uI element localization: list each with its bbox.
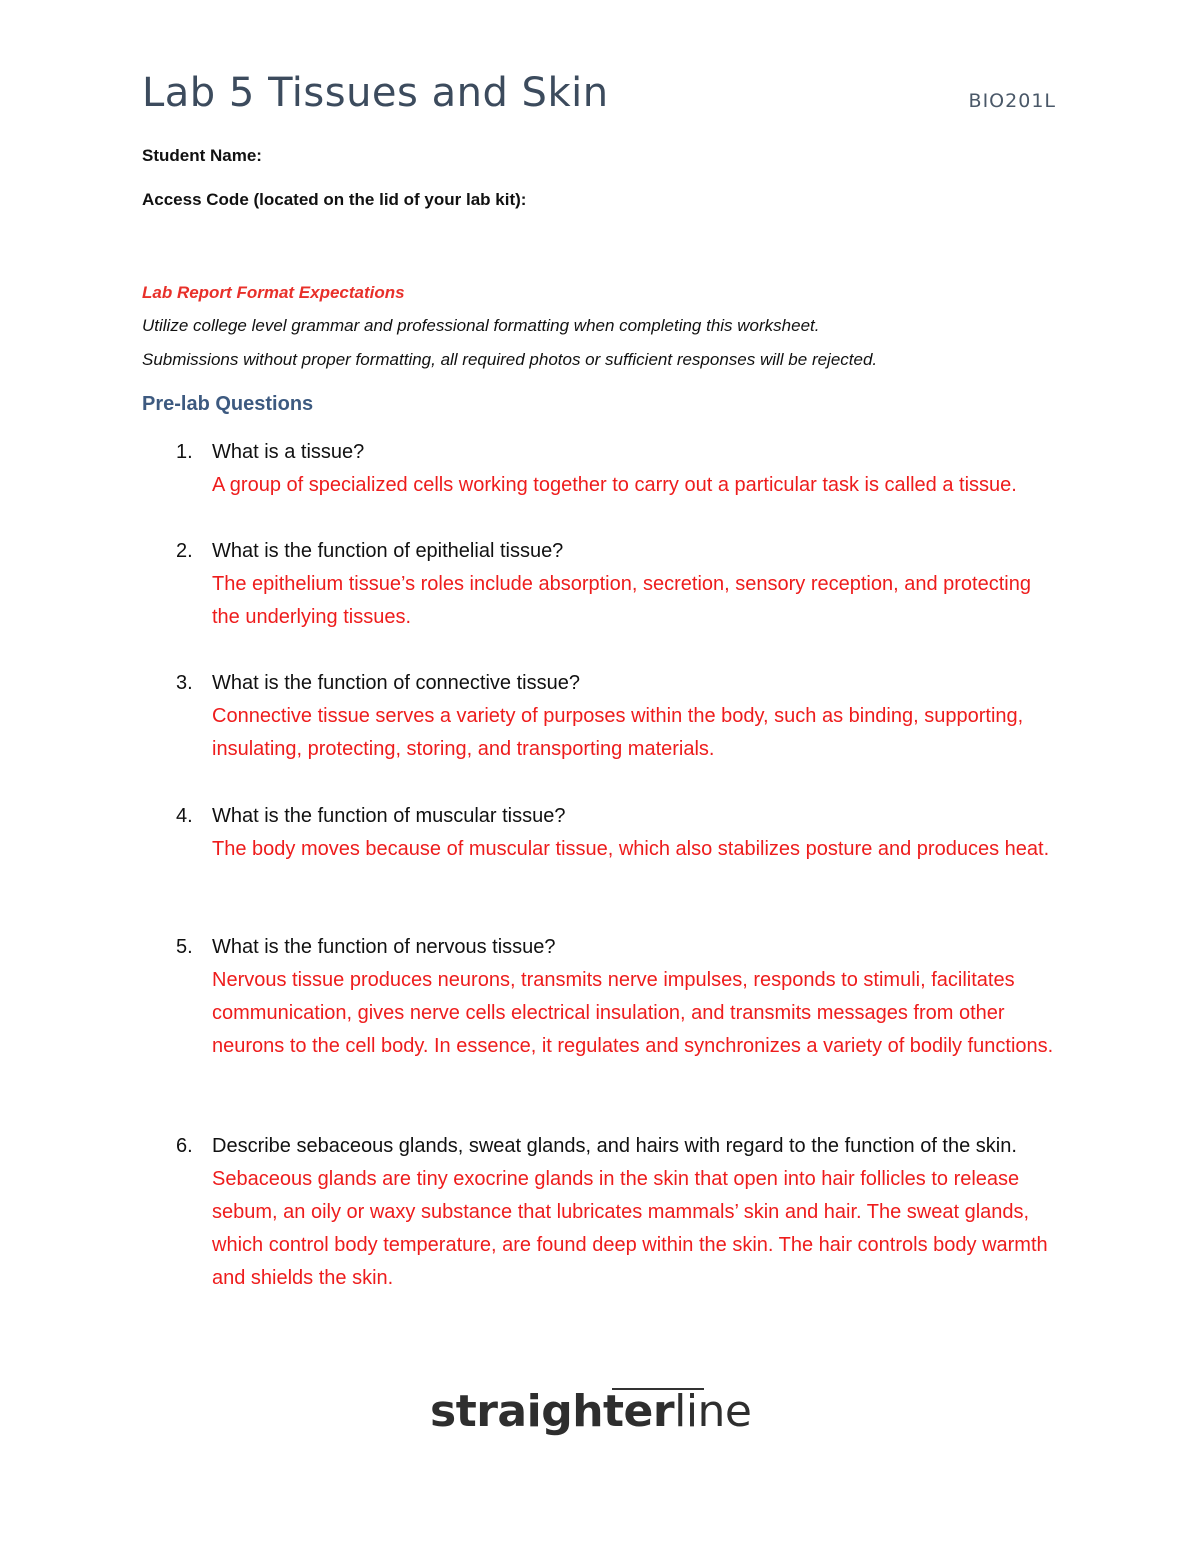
answer-text: The body moves because of muscular tissue, which also stabilizes posture and produces heat.	[212, 838, 1050, 860]
question-text: What is the function of connective tissue?	[212, 672, 580, 694]
prelab-heading: Pre-lab Questions	[142, 393, 314, 415]
question-text: What is a tissue?	[212, 441, 365, 463]
logo-strong-text: straighter	[430, 1386, 675, 1437]
question-text: What is the function of nervous tissue?	[212, 936, 556, 958]
question-item-3	[142, 667, 1062, 766]
student-name-label: Student Name:	[142, 146, 262, 165]
expectations-heading: Lab Report Format Expectations	[142, 283, 405, 302]
question-number: 3.	[176, 672, 193, 694]
page-title: Lab 5 Tissues and Skin	[142, 70, 609, 116]
question-text: Describe sebaceous glands, sweat glands, and hairs with regard to the function of the skin.	[212, 1135, 1017, 1157]
answer-text: The epithelium tissue’s roles include absorption, secretion, sensory reception, and protecting the underlying tissues.	[212, 573, 1031, 628]
expectations-line-2: Submissions without proper formatting, all required photos or sufficient responses will be rejected.	[142, 350, 878, 369]
question-number: 1.	[176, 441, 193, 463]
question-item-2	[142, 535, 1062, 634]
question-text: What is the function of epithelial tissue?	[212, 540, 564, 562]
answer-text: Nervous tissue produces neurons, transmits nerve impulses, responds to stimuli, facilitates communication, gives nerve cells electrical insulation, and transmits messages from other neurons to the cell body. In essence, it regulates and synchronizes a variety of bodily functions.	[212, 969, 1054, 1057]
logo-light-text: line	[674, 1386, 752, 1437]
question-number: 4.	[176, 805, 193, 827]
logo-wordmark	[430, 1386, 752, 1437]
question-item-5	[142, 931, 1062, 1063]
question-item-6	[142, 1130, 1062, 1295]
question-number: 6.	[176, 1135, 193, 1157]
access-code-label: Access Code (located on the lid of your lab kit):	[142, 190, 527, 209]
answer-text: Sebaceous glands are tiny exocrine glands in the skin that open into hair follicles to release sebum, an oily or waxy substance that lubricates mammals’ skin and hair. The sweat glands, which control body temperature, are found deep within the skin. The hair controls body warmth and shields the skin.	[212, 1168, 1048, 1289]
answer-text: Connective tissue serves a variety of purposes within the body, such as binding, supporting, insulating, protecting, storing, and transporting materials.	[212, 705, 1024, 760]
question-number: 5.	[176, 936, 193, 958]
straighterline-logo	[430, 1384, 760, 1454]
answer-text: A group of specialized cells working together to carry out a particular task is called a tissue.	[212, 474, 1017, 496]
question-item-4	[142, 800, 1062, 866]
question-item-1	[142, 436, 1062, 502]
question-text: What is the function of muscular tissue?	[212, 805, 566, 827]
course-code: BIO201L	[968, 90, 1056, 112]
question-number: 2.	[176, 540, 193, 562]
expectations-line-1: Utilize college level grammar and professional formatting when completing this worksheet.	[142, 316, 820, 335]
